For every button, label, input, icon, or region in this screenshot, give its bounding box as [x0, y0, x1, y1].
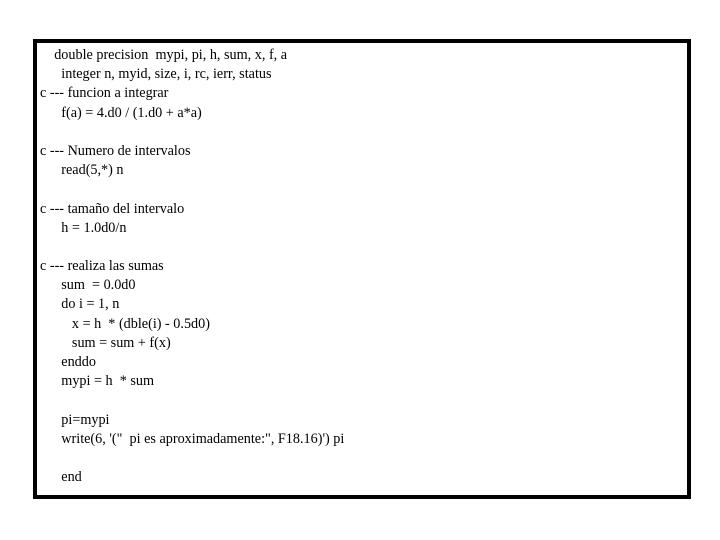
code-line: read(5,*) n	[40, 162, 124, 179]
code-line: do i = 1, n	[40, 296, 120, 313]
code-line: integer n, myid, size, i, rc, ierr, status	[40, 66, 272, 83]
code-line: f(a) = 4.d0 / (1.d0 + a*a)	[40, 104, 202, 121]
code-line: x = h * (dble(i) - 0.5d0)	[40, 315, 210, 332]
code-line: write(6, '(" pi es aproximadamente:", F18.16)') pi	[40, 430, 345, 447]
code-comment-line: c --- Numero de intervalos	[40, 142, 191, 159]
code-line: h = 1.0d0/n	[40, 219, 127, 236]
code-blank-line	[40, 449, 344, 468]
code-line: pi=mypi	[40, 411, 110, 428]
code-comment-line: c --- funcion a integrar	[40, 85, 169, 102]
code-line: sum = sum + f(x)	[40, 334, 171, 351]
code-line: enddo	[40, 354, 96, 370]
code-line: sum = 0.0d0	[40, 277, 136, 294]
code-blank-line	[40, 238, 344, 257]
code-blank-line	[40, 180, 344, 199]
code-comment-line: c --- tamaño del intervalo	[40, 200, 185, 217]
code-line: double precision mypi, pi, h, sum, x, f, a	[40, 47, 288, 63]
code-blank-line	[40, 391, 344, 410]
code-comment-line: c --- realiza las sumas	[40, 258, 164, 275]
code-blank-line	[40, 123, 344, 142]
code-line: end	[40, 469, 82, 486]
fortran-code-block	[40, 46, 344, 487]
code-line: mypi = h * sum	[40, 373, 155, 390]
